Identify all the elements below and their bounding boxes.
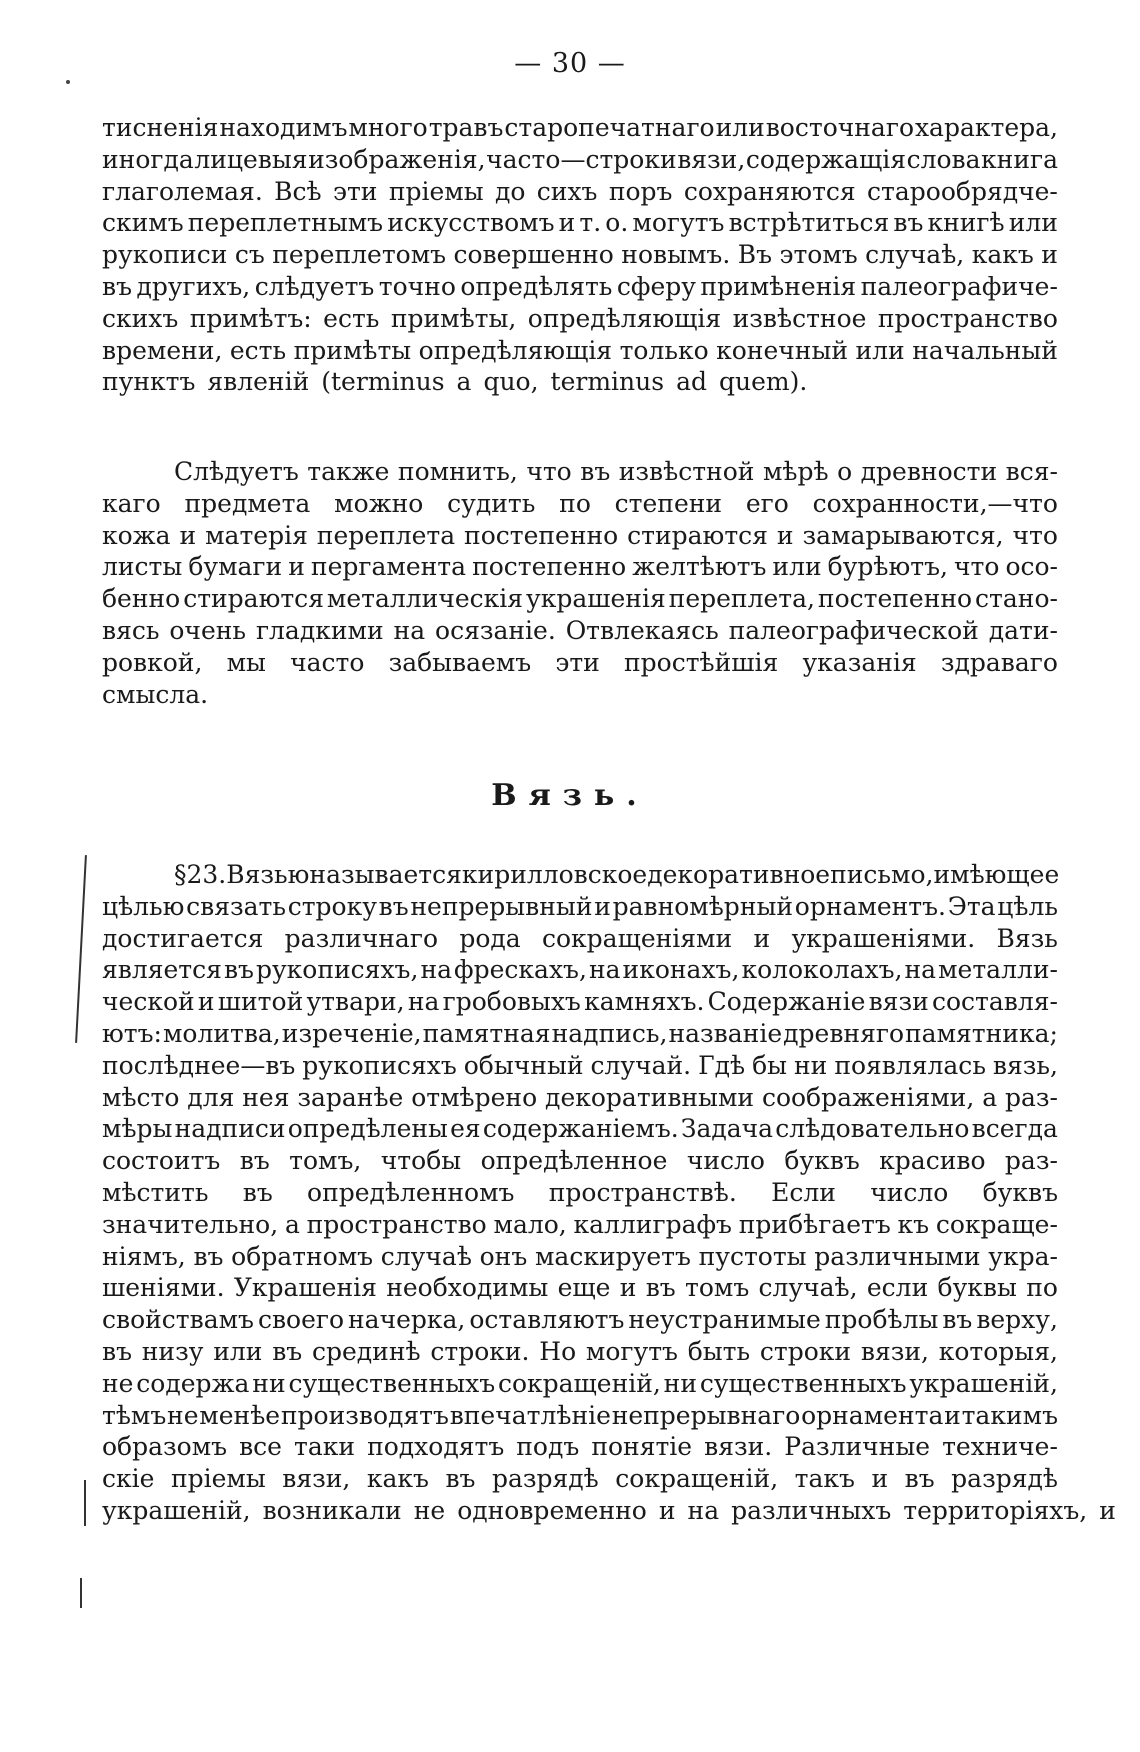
text-line: тисненія находимъ много травъ старопечатнаго или восточнаго характера,: [102, 113, 1058, 142]
text-line: скимъ переплетнымъ искусствомъ и т. о. могутъ встрѣтиться въ книгѣ или: [102, 208, 1058, 238]
text-line: послѣднее—въ рукописяхъ обычный случай. Гдѣ бы ни появлялась вязь,: [102, 1050, 1058, 1080]
text-line: рукописи съ переплетомъ совершенно новымъ. Въ этомъ случаѣ, какъ и: [102, 240, 1058, 270]
margin-mark-tick: [80, 1578, 82, 1608]
text-line: достигается различнаго рода сокращеніями и украшеніями. Вязь: [102, 923, 1058, 953]
text-line: украшеній, возникали не одновременно и на различныхъ территоріяхъ, и: [102, 1495, 1116, 1525]
text-line: ческой и шитой утвари, на гробовыхъ камняхъ. Содержаніе вязи составля-: [102, 987, 1058, 1017]
text-line: мѣстить въ опредѣленномъ пространствѣ. Если число буквъ: [102, 1177, 1058, 1207]
text-line: времени, есть примѣты опредѣляющія только конечный или начальный: [102, 335, 1058, 365]
text-line: каго предмета можно судить по степени его сохранности,—что: [102, 488, 1058, 518]
text-line: шеніями. Украшенія необходимы еще и въ томъ случаѣ, если буквы по: [102, 1273, 1058, 1303]
stray-dot: [66, 80, 70, 84]
text-line: скихъ примѣтъ: есть примѣты, опредѣляющія извѣстное пространство: [102, 303, 1058, 333]
text-line: глаголемая. Всѣ эти пріемы до сихъ поръ сохраняются старообрядче-: [102, 176, 1058, 206]
text-line: образомъ все таки подходятъ подъ понятіе вязи. Различные техниче-: [102, 1432, 1058, 1462]
margin-mark-short: [84, 1480, 86, 1526]
text-line: иногда лицевыя изображенія, часто—строки вязи, содержащія слова книга: [102, 144, 1058, 174]
text-line: свойствамъ своего начерка, оставляютъ неустранимые пробѣлы въ верху,: [102, 1305, 1058, 1335]
text-line: § 23. Вязью называется кирилловское декоративное письмо, имѣющее: [174, 860, 1060, 889]
section-heading: Вязь.: [491, 778, 649, 813]
text-line: пунктъ явленій (terminus a quo, terminus ad quem).: [102, 367, 808, 397]
text-line: бенно стираются металлическія украшенія переплета, постепенно стано-: [102, 584, 1058, 614]
text-line: ровкой, мы часто забываемъ эти простѣйшія указанія здраваго: [102, 647, 1058, 677]
text-line: въ низу или въ срединѣ строки. Но могутъ быть строки вязи, которыя,: [102, 1336, 1058, 1366]
text-line: мѣсто для нея заранѣе отмѣрено декоративными соображеніями, а раз-: [102, 1082, 1058, 1112]
text-line: мѣры надписи опредѣлены ея содержаніемъ. Задача слѣдовательно всегда: [102, 1114, 1058, 1144]
paragraph-1: [102, 112, 1058, 398]
text-line: цѣлью связать строку въ непрерывный и равномѣрный орнаментъ. Эта цѣль: [102, 891, 1058, 921]
text-line: листы бумаги и пергамента постепенно желтѣютъ или бурѣютъ, что осо-: [102, 552, 1058, 582]
text-line: является въ рукописяхъ, на фрескахъ, на иконахъ, колоколахъ, на металли-: [102, 955, 1058, 985]
text-line: Слѣдуетъ также помнить, что въ извѣстной мѣрѣ о древности вся-: [174, 457, 1058, 486]
page-number: — 30 —: [514, 48, 626, 79]
text-line: въ другихъ, слѣдуетъ точно опредѣлять сферу примѣненія палеографиче-: [102, 271, 1058, 301]
text-line: ніямъ, въ обратномъ случаѣ онъ маскируетъ пустоты различными укра-: [102, 1241, 1058, 1271]
paragraph-3: [102, 859, 1116, 1527]
text-line: тѣмъ не менѣе производятъ впечатлѣніе непрерывнаго орнамента и такимъ: [102, 1400, 1058, 1430]
text-line: ютъ: молитва, изреченіе, памятная надпись, названіе древняго памятника;: [102, 1018, 1058, 1048]
text-line: не содержа ни существенныхъ сокращеній, ни существенныхъ украшеній,: [102, 1368, 1058, 1398]
text-line: вясь очень гладкими на осязаніе. Отвлекаясь палеографической дати-: [102, 615, 1058, 645]
text-line: состоитъ въ томъ, чтобы опредѣленное число буквъ красиво раз-: [102, 1146, 1058, 1176]
text-line: значительно, а пространство мало, каллиграфъ прибѣгаетъ къ сокраще-: [102, 1209, 1058, 1239]
margin-mark-long: [75, 855, 87, 1043]
paragraph-2: [102, 456, 1058, 710]
text-line: кожа и матерія переплета постепенно стираются и замарываются, что: [102, 520, 1058, 550]
text-line: смысла.: [102, 679, 209, 709]
text-line: скіе пріемы вязи, какъ въ разрядѣ сокращеній, такъ и въ разрядѣ: [102, 1464, 1058, 1494]
